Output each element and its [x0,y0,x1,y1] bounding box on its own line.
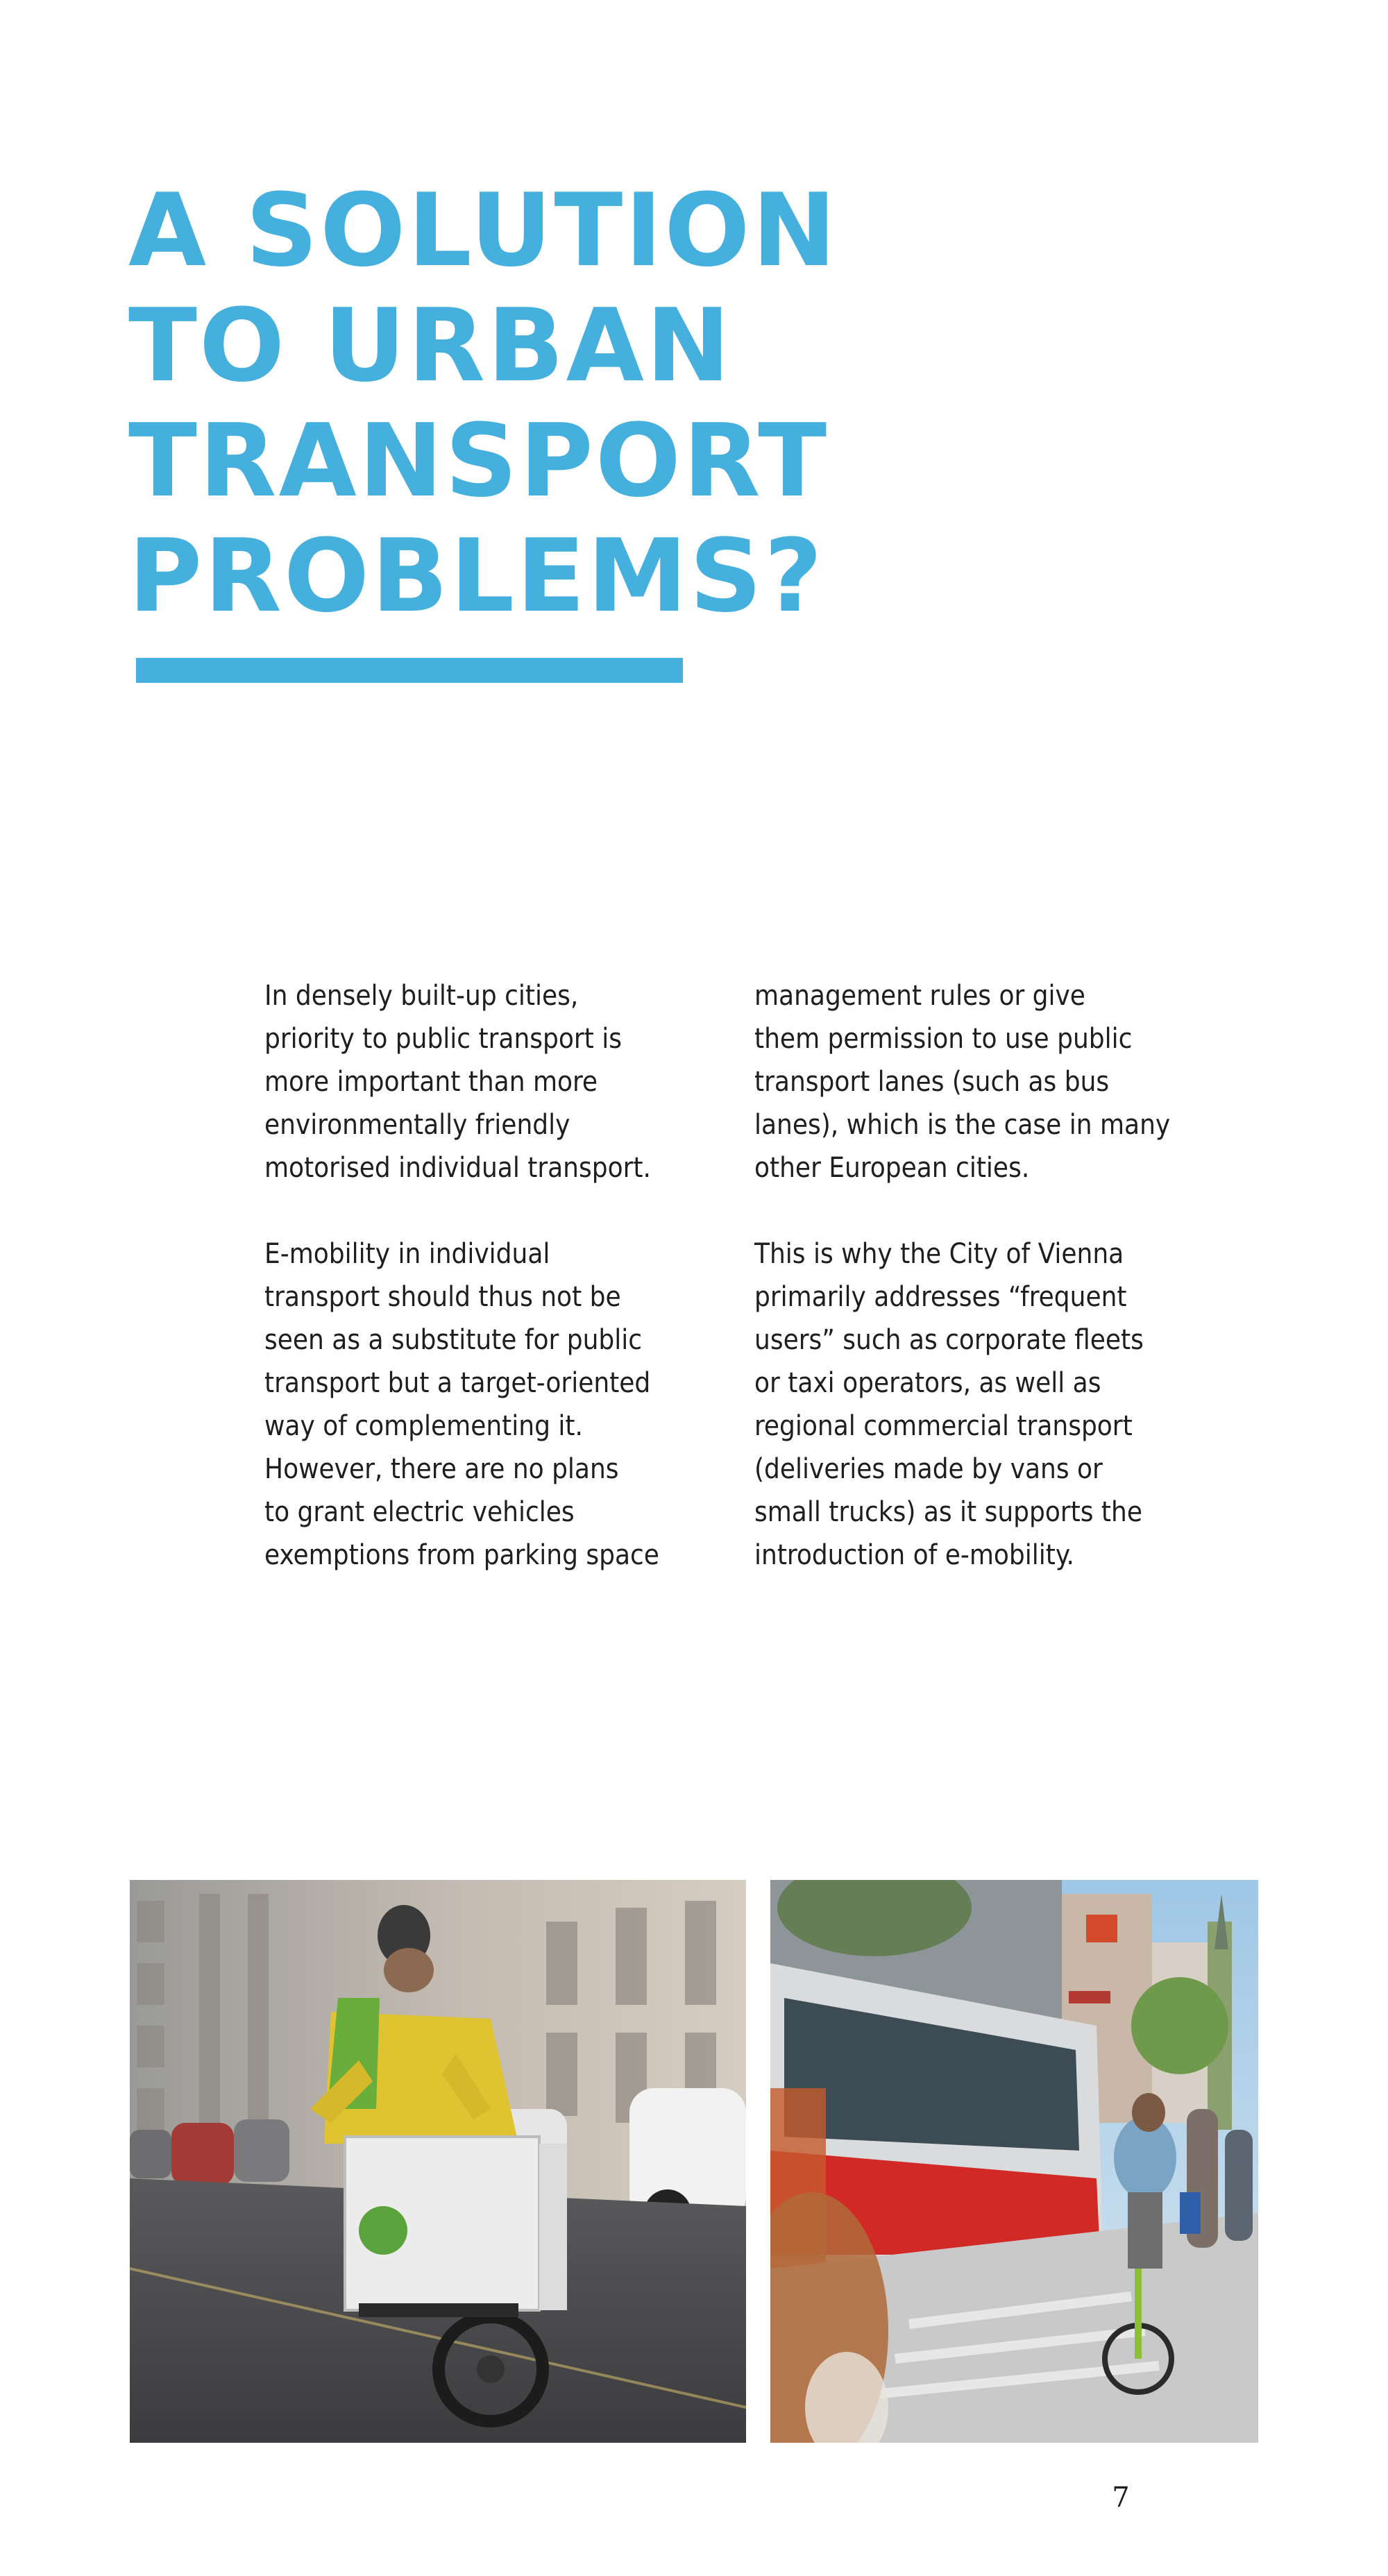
headline-line: TO URBAN [128,287,733,405]
headline-line: PROBLEMS? [128,518,824,635]
text-line: introduction of e-mobility. [754,1539,1074,1571]
text-line: lanes), which is the case in many [754,1109,1171,1141]
text-line: (deliveries made by vans or [754,1453,1103,1485]
text-line: E-mobility in individual [264,1238,550,1270]
body-column-left [264,974,709,1620]
paragraph [754,974,1240,1189]
text-line: other European cities. [754,1152,1030,1184]
text-line: seen as a substitute for public [264,1324,643,1356]
text-line: transport but a target-oriented [264,1367,651,1399]
bus-street-illustration [770,1880,1258,2443]
text-line: users” such as corporate fleets [754,1324,1144,1356]
paragraph [264,1232,709,1577]
body-column-right [754,974,1240,1620]
text-line: them permission to use public [754,1023,1133,1055]
headline [128,172,838,635]
text-line: exemptions from parking space [264,1539,659,1571]
photo-city-bus-and-cyclists [770,1880,1258,2443]
text-line: priority to public transport is [264,1023,622,1055]
text-line: regional commercial transport [754,1410,1133,1442]
text-line: management rules or give [754,980,1085,1012]
photo-cargo-bike-courier [130,1880,746,2443]
headline-underline [136,658,683,683]
cargo-bike-illustration [130,1880,746,2443]
text-line: However, there are no plans [264,1453,619,1485]
text-line: In densely built-up cities, [264,980,579,1012]
headline-line: A SOLUTION [128,172,838,289]
text-line: transport lanes (such as bus [754,1066,1110,1098]
text-line: transport should thus not be [264,1281,621,1313]
text-line: way of complementing it. [264,1410,583,1442]
headline-line: TRANSPORT [128,402,829,520]
paragraph [754,1232,1240,1577]
paragraph [264,974,709,1189]
text-line: or taxi operators, as well as [754,1367,1101,1399]
text-line: to grant electric vehicles [264,1496,575,1528]
text-line: environmentally friendly [264,1109,570,1141]
text-line: This is why the City of Vienna [754,1238,1124,1270]
page-number: 7 [1112,2482,1130,2514]
text-line: small trucks) as it supports the [754,1496,1142,1528]
text-line: primarily addresses “frequent [754,1281,1127,1313]
text-line: more important than more [264,1066,598,1098]
text-line: motorised individual transport. [264,1152,651,1184]
